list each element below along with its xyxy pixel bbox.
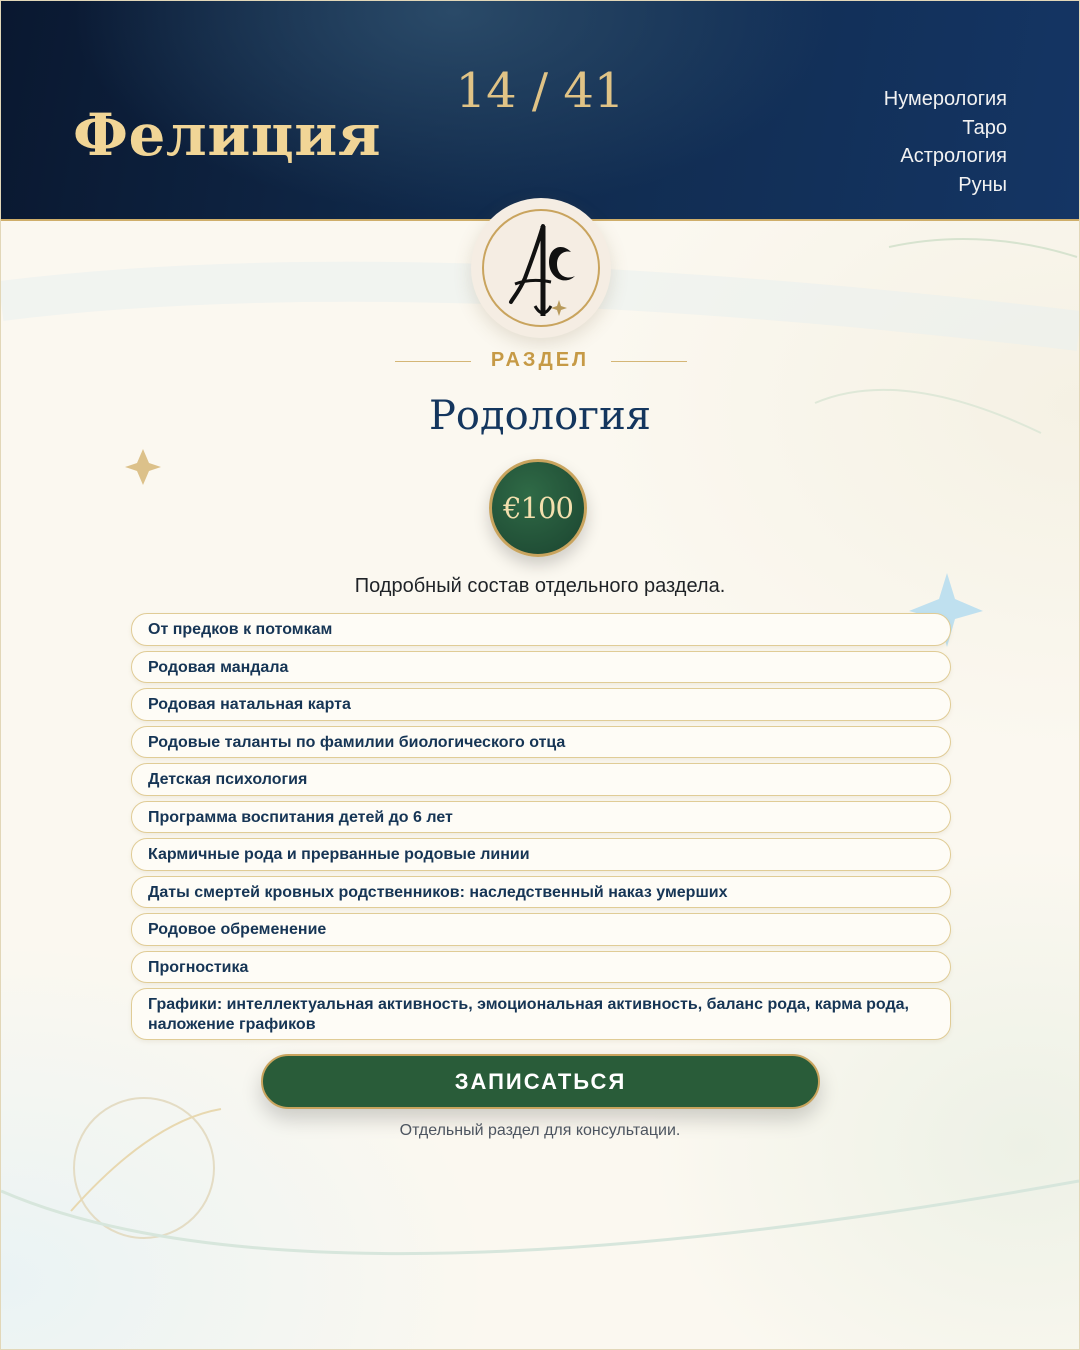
section-label: РАЗДЕЛ [490,349,590,371]
items-list [131,613,951,1045]
signup-button[interactable]: ЗАПИСАТЬСЯ [261,1054,820,1109]
list-item: Родовая мандала [131,651,951,684]
nav-item-numerology[interactable]: Нумерология [883,88,1007,110]
emblem-badge [471,198,611,338]
nav-item-tarot[interactable]: Таро [962,116,1007,139]
list-item: Даты смертей кровных родственников: наследственный наказ умерших [131,876,951,909]
current-page: 14 [455,63,517,119]
list-item: Родовое обременение [131,913,951,946]
list-item: Прогностика [131,951,951,984]
brand-title: Фелиция [73,101,382,169]
section-description: Подробный состав отдельного раздела. [354,575,726,597]
ornate-monogram-icon [471,198,611,338]
nav-item-astrology[interactable]: Астрология [900,145,1007,167]
list-item: Родовая натальная карта [131,688,951,721]
list-item: Программа воспитания детей до 6 лет [131,801,951,834]
header [1,1,1079,221]
section-title: Родология [428,393,652,439]
total-pages: 41 [563,63,625,119]
nav-item-runes[interactable]: Руны [958,173,1007,196]
list-item: Родовые таланты по фамилии биологического отца [131,726,951,759]
list-item: Детская психология [131,763,951,796]
nav-menu [884,85,1007,199]
footer-note: Отдельный раздел для консультации. [399,1122,681,1139]
list-item: От предков к потомкам [131,613,951,646]
price-badge: €100 [489,459,587,557]
sparkle-gold-icon [125,449,161,485]
list-item: Кармичные рода и прерванные родовые линии [131,838,951,871]
list-item: Графики: интеллектуальная активность, эмоциональная активность, баланс рода, карма рода, наложение графиков [131,988,951,1040]
page-separator: / [531,63,549,119]
